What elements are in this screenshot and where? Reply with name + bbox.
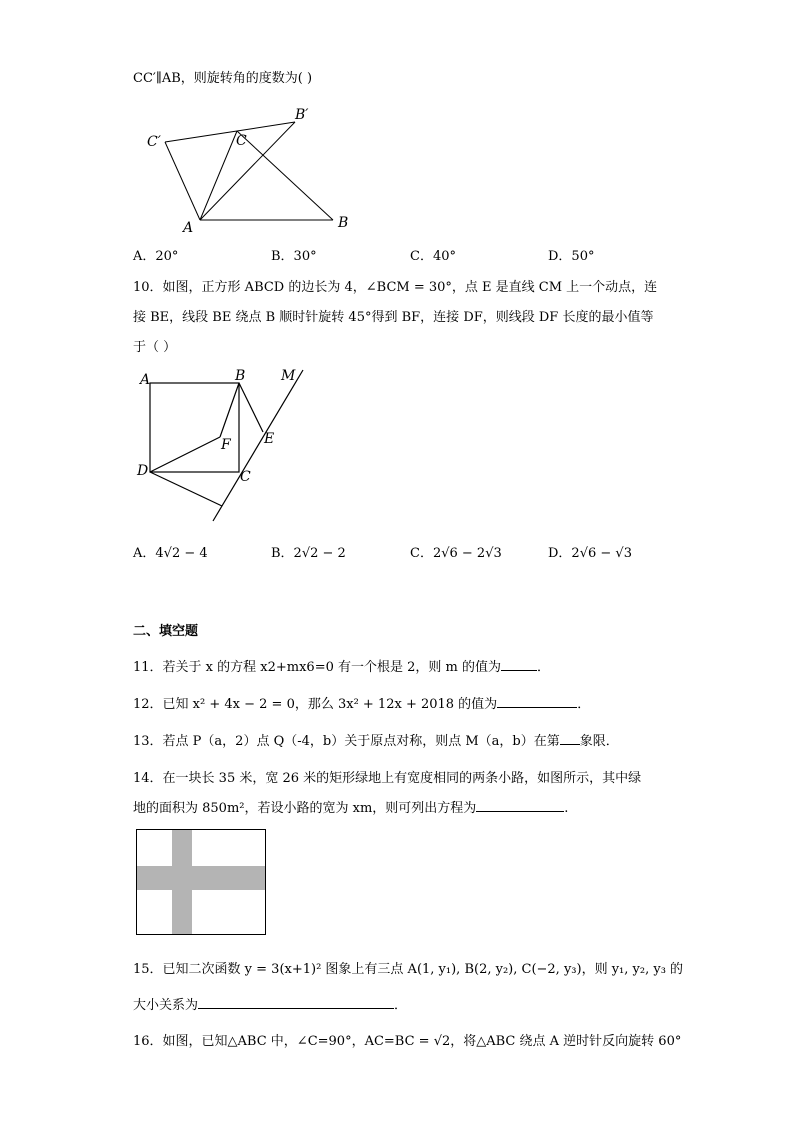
q10-seg-bf	[220, 383, 239, 437]
q9-label-bprime: B′	[295, 107, 309, 123]
q12-end: ．	[577, 697, 591, 712]
q15-end: ．	[394, 998, 408, 1013]
q9-seg-cbp	[237, 122, 295, 131]
q15-text: 大小关系为	[133, 998, 199, 1013]
q11-blank[interactable]	[501, 656, 537, 671]
q13-text: 13．若点 P（a，2）点 Q（-4，b）关于原点对称，则点 M（a，b）在第	[133, 734, 560, 749]
q9-option-a: A．20°	[133, 249, 179, 264]
q10-label-a: A	[140, 372, 151, 388]
q10-option-c: C．2√6 − 2√3	[410, 546, 502, 561]
q10-seg-d-ext	[150, 472, 222, 506]
q12-blank[interactable]	[497, 693, 577, 708]
q14-figure	[134, 827, 268, 937]
q11	[133, 656, 550, 675]
q14-horizontal-path	[137, 866, 265, 890]
q9-label-b: B	[338, 215, 349, 231]
q9-seg-ca	[200, 131, 237, 220]
q9-seg-cb	[237, 131, 333, 220]
q10-line3: 于（ ）	[133, 340, 177, 355]
q10-label-b: B	[235, 368, 246, 384]
q9-label-a: A	[183, 220, 194, 235]
q9-label-cprime: C′	[147, 134, 161, 150]
q12-text: 12．已知 x² + 4x − 2 = 0，那么 3x² + 12x + 2018 的值为	[133, 697, 498, 712]
q10-figure	[130, 360, 315, 525]
q10-square	[150, 383, 239, 472]
q15-line2	[133, 994, 407, 1013]
q9-figure	[140, 100, 360, 235]
q11-end: ．	[537, 660, 551, 675]
q10-seg-be	[239, 383, 263, 432]
q13	[133, 730, 619, 749]
q15-line1: 15．已知二次函数 y = 3(x+1)² 图象上有三点 A(1, y₁), B(2, y₂), C(−2, y₃)，则 y₁, y₂, y₃ 的	[133, 962, 684, 977]
q10-label-e: E	[264, 431, 275, 447]
q9-seg-cpc	[165, 131, 237, 142]
q9-label-c: C	[236, 133, 247, 149]
q10-label-m: M	[281, 368, 296, 384]
q11-text: 11．若关于 x 的方程 x2+mx6=0 有一个根是 2，则 m 的值为	[133, 660, 501, 675]
q10-line1: 10．如图，正方形 ABCD 的边长为 4，∠BCM = 30°，点 E 是直线 CM 上一个动点，连	[133, 280, 658, 295]
q10-line2: 接 BE，线段 BE 绕点 B 顺时针旋转 45°得到 BF，连接 DF，则线段 DF 长度的最小值等	[133, 310, 654, 325]
q9-seg-cpa	[165, 142, 200, 220]
q10-label-f: F	[221, 437, 231, 453]
q14-line2	[133, 797, 568, 816]
section-title: 二、填空题	[133, 624, 199, 639]
q15-blank[interactable]	[198, 994, 394, 1009]
q12	[133, 693, 590, 712]
q16-line1: 16．如图，已知△ABC 中，∠C=90°，AC=BC = √2，将△ABC 绕点 A 逆时针反向旋转 60°	[133, 1034, 682, 1049]
q14-text: 地的面积为 850m²，若设小路的宽为 xm，则可列出方程为	[133, 801, 477, 816]
q13-end: 象限．	[579, 734, 619, 749]
q9-option-d: D．50°	[548, 249, 595, 264]
q9-option-c: C．40°	[410, 249, 456, 264]
q14-line1: 14．在一块长 35 米，宽 26 米的矩形绿地上有宽度相同的两条小路，如图所示，其中绿	[133, 771, 642, 786]
q10-label-c: C	[240, 469, 251, 485]
q14-end: .	[564, 801, 569, 816]
q14-blank[interactable]	[476, 797, 564, 812]
q10-label-d: D	[137, 463, 149, 479]
q10-option-b: B．2√2 − 2	[271, 546, 346, 561]
q13-blank[interactable]	[560, 730, 580, 745]
q9-stem-tail: CC′∥AB，则旋转角的度数为( )	[133, 71, 313, 86]
q9-option-b: B．30°	[271, 249, 317, 264]
q10-option-d: D．2√6 − √3	[548, 546, 632, 561]
q10-seg-fd	[150, 437, 220, 472]
q10-option-a: A．4√2 − 4	[133, 546, 208, 561]
